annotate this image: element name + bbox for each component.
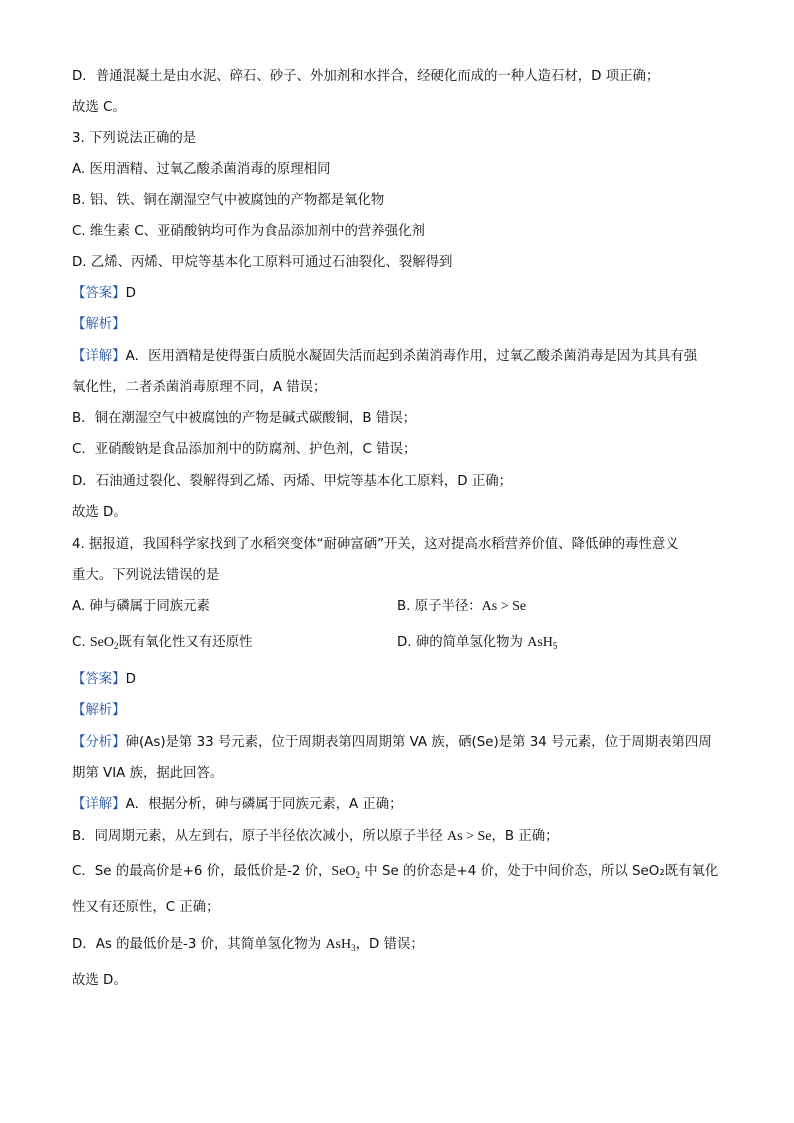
text-line bbox=[72, 935, 424, 955]
detail-line bbox=[72, 795, 403, 815]
question-4-option-a: A. 砷与磷属于同族元素 bbox=[72, 599, 210, 614]
text-line: D．普通混凝土是由水泥、碎石、砂子、外加剂和水拌合，经硬化而成的一种人造石材，D 项正确； bbox=[72, 69, 660, 84]
text-line: B．铜在潮湿空气中被腐蚀的产物是碱式碳酸铜，B 错误； bbox=[72, 411, 417, 426]
formula-subscript: 2 bbox=[355, 870, 361, 880]
formula-base: SeO bbox=[331, 864, 356, 879]
option-b-text: B. 原子半径： bbox=[397, 599, 482, 614]
text-segment: C．Se 的最高价是+6 价，最低价是-2 价， bbox=[72, 864, 332, 879]
detail-text: A．根据分析，砷与磷属于同族元素，A 正确； bbox=[125, 797, 403, 812]
fenxi-text: 砷(As)是第 33 号元素，位于周期表第四周期第 VA 族，硒(Se)是第 34 号元素，位于周期表第四周 bbox=[125, 735, 712, 750]
text-line: 故选 C。 bbox=[72, 100, 126, 115]
text-line: D．石油通过裂化、裂解得到乙烯、丙烯、甲烷等基本化工原料，D 正确； bbox=[72, 474, 512, 489]
question-4-stem: 4. 据报道，我国科学家找到了水稻突变体“耐砷富硒”开关，这对提高水稻营养价值、降低砷的毒性意义 bbox=[72, 537, 679, 552]
text-segment: 中 Se 的价态是+4 价，处于中间价态，所以 SeO₂既有氧化 bbox=[360, 864, 719, 879]
detail-line bbox=[72, 347, 697, 367]
question-3-stem: 3. 下列说法正确的是 bbox=[72, 131, 197, 146]
formula-base: AsH bbox=[325, 937, 352, 952]
option-c-formula bbox=[90, 635, 119, 650]
answer-tag: 【答案】 bbox=[72, 286, 126, 301]
analysis-heading bbox=[72, 315, 126, 335]
detail-tag: 【详解】 bbox=[72, 797, 126, 812]
text-line: 期第 VIA 族，据此回答。 bbox=[72, 766, 224, 781]
inline-formula: As > Se bbox=[447, 829, 492, 844]
detail-tag: 【详解】 bbox=[72, 349, 126, 364]
inline-formula bbox=[331, 864, 360, 879]
formula-base: AsH bbox=[527, 635, 553, 650]
analysis-tag: 【解析】 bbox=[72, 317, 126, 332]
answer-line bbox=[72, 284, 136, 304]
detail-text: A．医用酒精是使得蛋白质脱水凝固失活而起到杀菌消毒作用，过氧乙酸杀菌消毒是因为其具有强 bbox=[125, 349, 698, 364]
text-line bbox=[72, 862, 718, 882]
text-line: C．亚硝酸钠是食品添加剂中的防腐剂、护色剂，C 错误； bbox=[72, 442, 417, 457]
text-line: 性又有还原性，C 正确； bbox=[72, 900, 220, 915]
formula-base: SeO bbox=[89, 635, 114, 650]
text-segment: ，D 错误； bbox=[355, 937, 424, 952]
option-d-formula bbox=[527, 635, 557, 650]
option-d-text: D. 砷的简单氢化物为 bbox=[397, 635, 528, 650]
answer-line bbox=[72, 670, 136, 690]
question-4-option-c bbox=[72, 633, 252, 653]
inline-formula bbox=[325, 937, 355, 952]
answer-tag: 【答案】 bbox=[72, 672, 126, 687]
fenxi-line bbox=[72, 733, 712, 753]
question-4-option-b bbox=[397, 597, 526, 617]
answer-value: D bbox=[125, 286, 136, 301]
analysis-heading bbox=[72, 701, 126, 721]
text-line: 故选 D。 bbox=[72, 505, 127, 520]
question-4-stem-cont: 重大。下列说法错误的是 bbox=[72, 568, 220, 583]
option-c-text: 既有氧化性又有还原性 bbox=[118, 635, 253, 650]
question-3-option-d: D. 乙烯、丙烯、甲烷等基本化工原料可通过石油裂化、裂解得到 bbox=[72, 255, 453, 270]
text-segment: D．As 的最低价是-3 价，其简单氢化物为 bbox=[72, 937, 326, 952]
text-segment: B．同周期元素，从左到右，原子半径依次减小，所以原子半径 bbox=[72, 829, 447, 844]
fenxi-tag: 【分析】 bbox=[72, 735, 126, 750]
question-3-option-a: A. 医用酒精、过氧乙酸杀菌消毒的原理相同 bbox=[72, 162, 331, 177]
text-line: 氧化性，二者杀菌消毒原理不同，A 错误； bbox=[72, 380, 327, 395]
text-line: 故选 D。 bbox=[72, 973, 127, 988]
answer-value: D bbox=[125, 672, 136, 687]
analysis-tag: 【解析】 bbox=[72, 703, 126, 718]
formula-subscript: 5 bbox=[552, 641, 558, 651]
formula-subscript: 2 bbox=[114, 641, 119, 651]
question-4-option-d bbox=[397, 633, 557, 653]
option-c-prefix: C. bbox=[72, 635, 90, 650]
question-3-option-c: C. 维生素 C、亚硝酸钠均可作为食品添加剂中的营养强化剂 bbox=[72, 224, 425, 239]
text-segment: ，B 正确； bbox=[491, 829, 559, 844]
text-line bbox=[72, 827, 558, 847]
option-b-formula: As > Se bbox=[481, 599, 527, 614]
formula-subscript: 3 bbox=[351, 943, 356, 953]
question-3-option-b: B. 铝、铁、铜在潮湿空气中被腐蚀的产物都是氧化物 bbox=[72, 193, 385, 208]
